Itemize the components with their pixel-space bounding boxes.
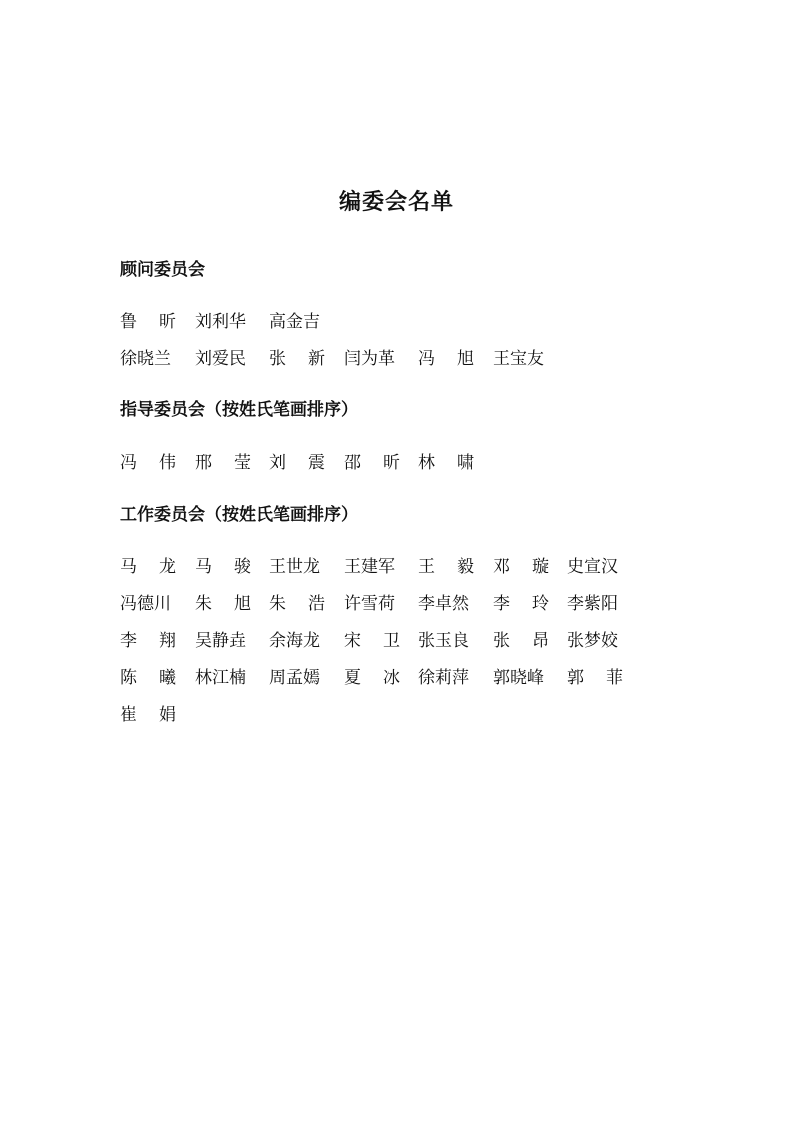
member-name: 邓 璇 [493,557,549,577]
member-name: 林江楠 [195,668,246,688]
member-name: 王世龙 [269,557,320,577]
member-name: 李卓然 [418,594,469,614]
member-name: 冯 旭 [418,349,474,369]
member-name: 王 毅 [418,557,474,577]
member-name: 陈 曦 [120,668,176,688]
name-row [120,554,680,580]
member-name: 朱 浩 [269,594,325,614]
member-name: 夏 冰 [344,668,400,688]
page-title: 编委会名单 [338,190,454,215]
member-name: 李 玲 [493,594,549,614]
member-name: 郭 菲 [567,668,623,688]
member-name: 闫为革 [344,349,395,369]
member-name: 刘利华 [195,312,246,332]
member-name: 马 骏 [195,557,251,577]
member-name: 许雪荷 [344,594,395,614]
member-name: 王建军 [344,557,395,577]
name-row [120,450,680,476]
name-row [120,346,680,372]
member-name: 郭晓峰 [493,668,544,688]
member-name: 徐莉萍 [418,668,469,688]
member-name: 张梦姣 [567,631,618,651]
member-name: 李紫阳 [567,594,618,614]
name-row [120,702,680,728]
member-name: 冯 伟 [120,453,176,473]
name-row [120,628,680,654]
member-name: 史宣汉 [567,557,618,577]
member-name: 周孟嫣 [269,668,320,688]
member-name: 李 翔 [120,631,176,651]
member-name: 邢 莹 [195,453,251,473]
member-name: 吴静垚 [195,631,246,651]
member-name: 张 昂 [493,631,549,651]
name-row [120,591,680,617]
member-name: 王宝友 [493,349,544,369]
member-name: 张 新 [269,349,325,369]
member-name: 刘爱民 [195,349,246,369]
name-row [120,309,680,335]
member-name: 宋 卫 [344,631,400,651]
name-row [120,665,680,691]
section-heading-advisory: 顾问委员会 [120,260,205,280]
member-name: 马 龙 [120,557,176,577]
member-name: 朱 旭 [195,594,251,614]
member-name: 崔 娟 [120,705,176,725]
member-name: 邵 昕 [344,453,400,473]
member-name: 张玉良 [418,631,469,651]
member-name: 冯德川 [120,594,171,614]
section-heading-guidance: 指导委员会（按姓氏笔画排序） [120,400,358,420]
member-name: 林 啸 [418,453,474,473]
member-name: 徐晓兰 [120,349,171,369]
member-name: 刘 震 [269,453,325,473]
member-name: 高金吉 [269,312,320,332]
section-heading-working: 工作委员会（按姓氏笔画排序） [120,505,358,525]
member-name: 鲁 昕 [120,312,176,332]
member-name: 余海龙 [269,631,320,651]
